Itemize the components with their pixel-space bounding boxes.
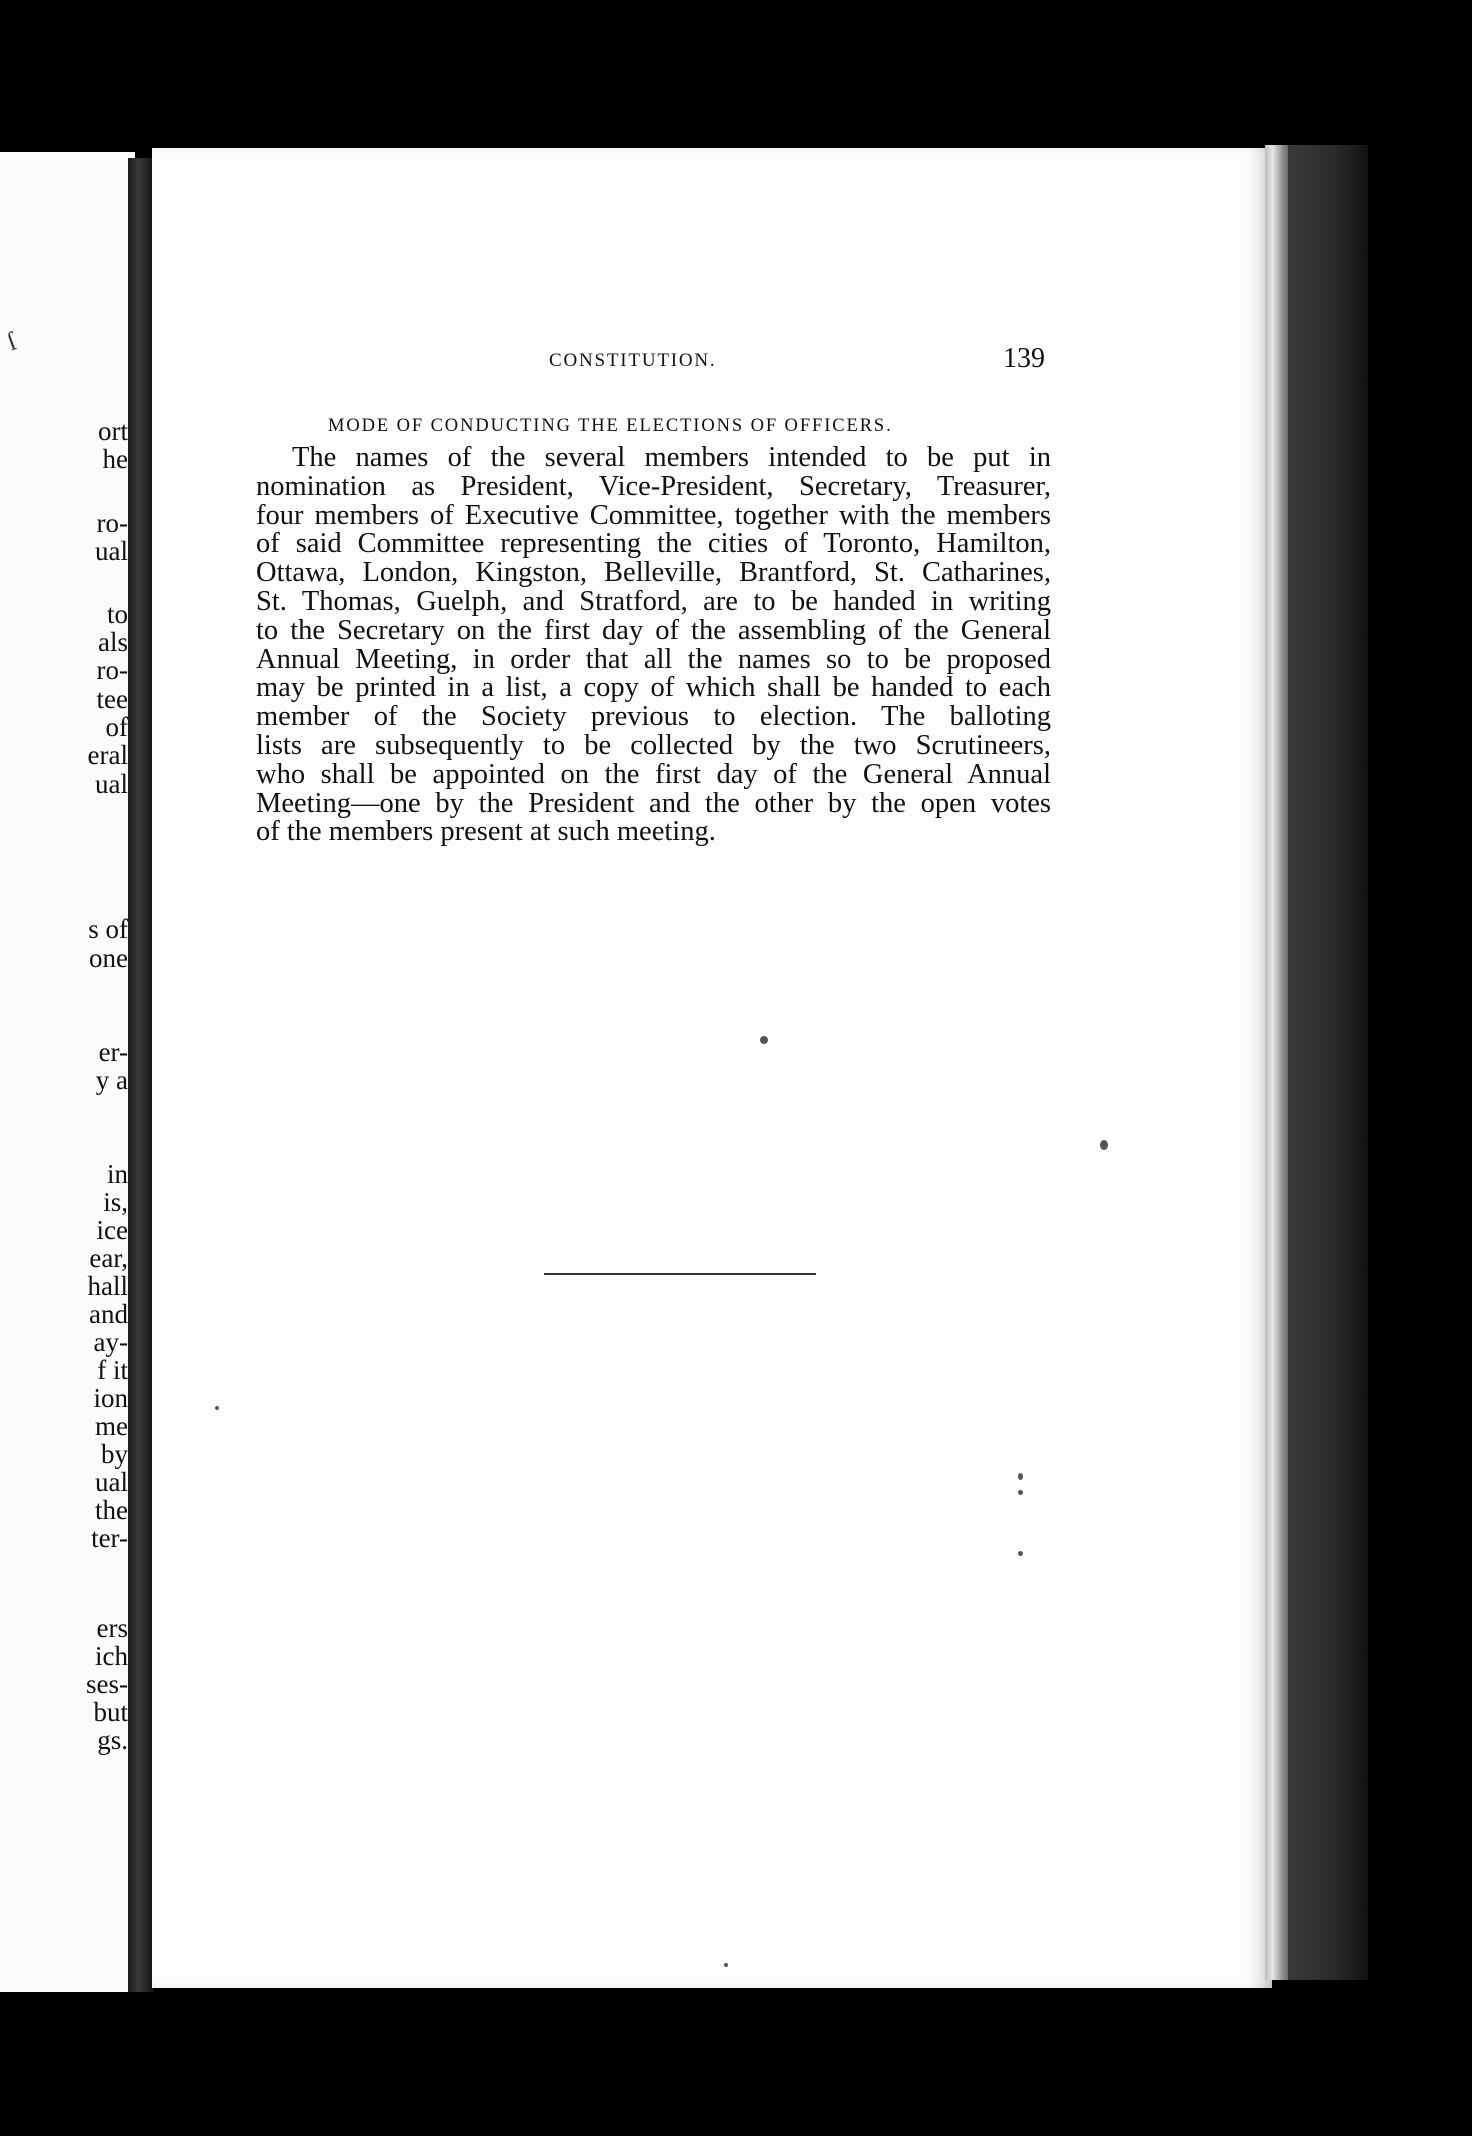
line-fragment: but (93, 1697, 128, 1727)
page-number: 139 (1003, 343, 1045, 374)
line-fragment: ice (96, 1215, 128, 1245)
scan-speck (1100, 1140, 1108, 1150)
scan-speck (1018, 1551, 1023, 1556)
line-fragment: and (89, 1299, 128, 1329)
line-fragment: of (105, 712, 128, 742)
paragraph-line: member of the Society previous to election. The balloting (256, 701, 1051, 733)
paragraph-line: of the members present at such meeting. (256, 816, 716, 848)
line-fragment: he (102, 444, 128, 474)
line-fragment: one (89, 943, 128, 973)
line-fragment: ay- (93, 1327, 128, 1357)
running-head: CONSTITUTION. (549, 350, 717, 371)
section-heading: MODE OF CONDUCTING THE ELECTIONS OF OFFICERS. (328, 416, 893, 436)
scan-speck (215, 1406, 219, 1410)
line-fragment: tee (96, 684, 128, 714)
paragraph-line: Ottawa, London, Kingston, Belleville, Brantford, St. Catharines, (256, 557, 1051, 589)
pencil-mark: ſ (3, 326, 20, 357)
paragraph-line: may be printed in a list, a copy of which shall be handed to each (256, 672, 1051, 704)
line-fragment: f it (97, 1355, 128, 1385)
line-fragment: is, (103, 1187, 128, 1217)
line-fragment: ses- (86, 1669, 128, 1699)
line-fragment: ro- (96, 655, 128, 685)
scan-speck (1018, 1473, 1023, 1480)
line-fragment: ual (95, 536, 128, 566)
line-fragment: y a (95, 1065, 128, 1095)
line-fragment: s of (88, 914, 128, 944)
line-fragment: ort (98, 416, 128, 446)
line-fragment: ion (93, 1383, 128, 1413)
line-fragment: ual (95, 1467, 128, 1497)
line-fragment: ers (96, 1613, 128, 1643)
line-fragment: ich (95, 1641, 128, 1671)
line-fragment: er- (98, 1037, 128, 1067)
paragraph-line: who shall be appointed on the first day of the General Annual (256, 758, 1051, 790)
scan-speck (1018, 1490, 1023, 1495)
line-fragment: in (106, 1159, 128, 1189)
line-fragment: ear, (89, 1243, 128, 1273)
body-paragraph (256, 444, 1051, 847)
page-shadow (1288, 145, 1368, 1980)
line-fragment: eral (87, 740, 128, 770)
paragraph-line: of said Committee representing the cities of Toronto, Hamilton, (256, 528, 1051, 560)
paragraph-line: nomination as President, Vice-President, Secretary, Treasurer, (256, 470, 1051, 502)
line-fragment: by (101, 1439, 128, 1469)
paragraph-line: Meeting—one by the President and the other by the open votes (256, 787, 1051, 819)
line-fragment: ro- (96, 508, 128, 538)
line-fragment: als (98, 627, 128, 657)
paragraph-line: The names of the several members intended to be put in (292, 442, 1051, 473)
paragraph-line: to the Secretary on the first day of the assembling of the General (256, 614, 1051, 646)
line-fragment: ual (95, 769, 128, 799)
line-fragment: the (95, 1495, 128, 1525)
paragraph-line: Annual Meeting, in order that all the names so to be proposed (256, 643, 1051, 675)
line-fragment: to (106, 599, 128, 629)
line-fragment: hall (87, 1271, 128, 1301)
line-fragment: ter- (91, 1523, 128, 1553)
book-gutter (128, 158, 154, 1992)
previous-page-fragment (0, 152, 135, 1992)
paragraph-line: St. Thomas, Guelph, and Stratford, are to be handed in writing (256, 585, 1051, 617)
paragraph-line: four members of Executive Committee, together with the members (256, 499, 1051, 531)
horizontal-rule (544, 1273, 816, 1275)
line-fragment: gs. (97, 1725, 128, 1755)
scan-speck (760, 1036, 768, 1044)
paragraph-line: lists are subsequently to be collected by the two Scrutineers, (256, 729, 1051, 761)
scan-speck (724, 1963, 728, 1967)
line-fragment: me (95, 1411, 128, 1441)
